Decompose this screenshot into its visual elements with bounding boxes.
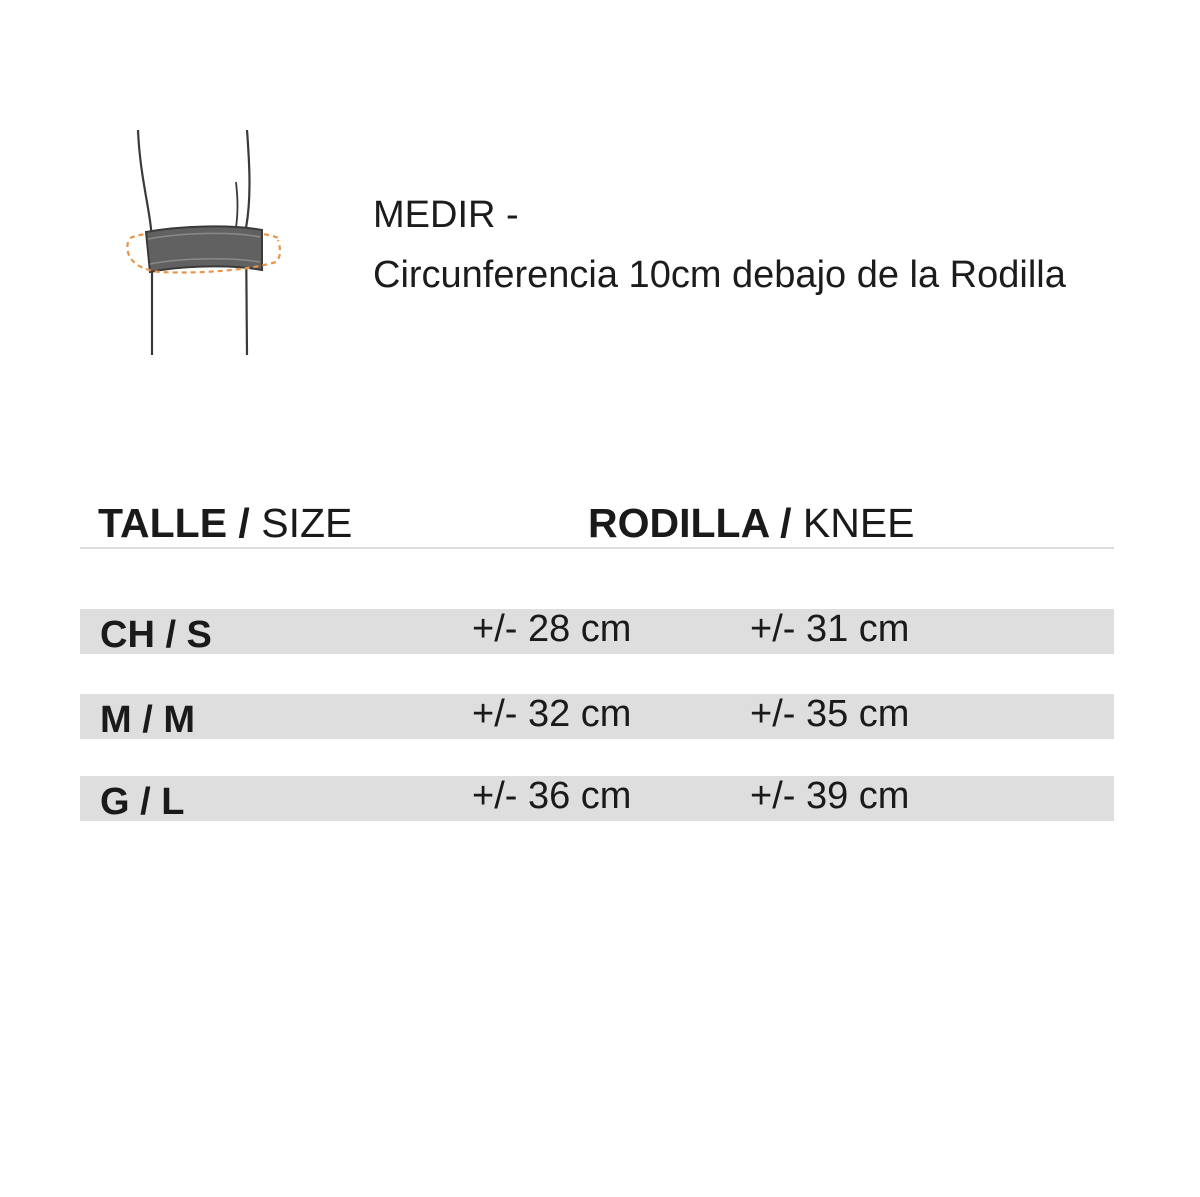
table-row [80,694,1114,739]
row-max-value: +/- 39 cm [750,775,910,817]
measure-instruction: Circunferencia 10cm debajo de la Rodilla [373,254,1066,296]
header-knee [588,498,915,548]
row-size-label: G / L [100,781,185,823]
row-max-value: +/- 31 cm [750,608,910,650]
header-size-light: SIZE [249,500,353,546]
header-size-bold: TALLE / [98,500,250,546]
header-knee-light: KNEE [791,500,915,546]
row-min-value: +/- 32 cm [472,693,632,735]
knee-measure-icon [110,120,300,365]
measure-instructions [373,185,1066,305]
row-min-value: +/- 28 cm [472,608,632,650]
table-row [80,776,1114,821]
header-knee-bold: RODILLA / [588,500,792,546]
header-divider [80,547,1114,549]
row-min-value: +/- 36 cm [472,775,632,817]
measure-title: MEDIR - [373,194,519,236]
size-table-header [80,490,1114,550]
row-size-label: M / M [100,699,195,741]
row-size-label: CH / S [100,614,212,656]
header-size [98,498,352,548]
table-row [80,609,1114,654]
row-max-value: +/- 35 cm [750,693,910,735]
